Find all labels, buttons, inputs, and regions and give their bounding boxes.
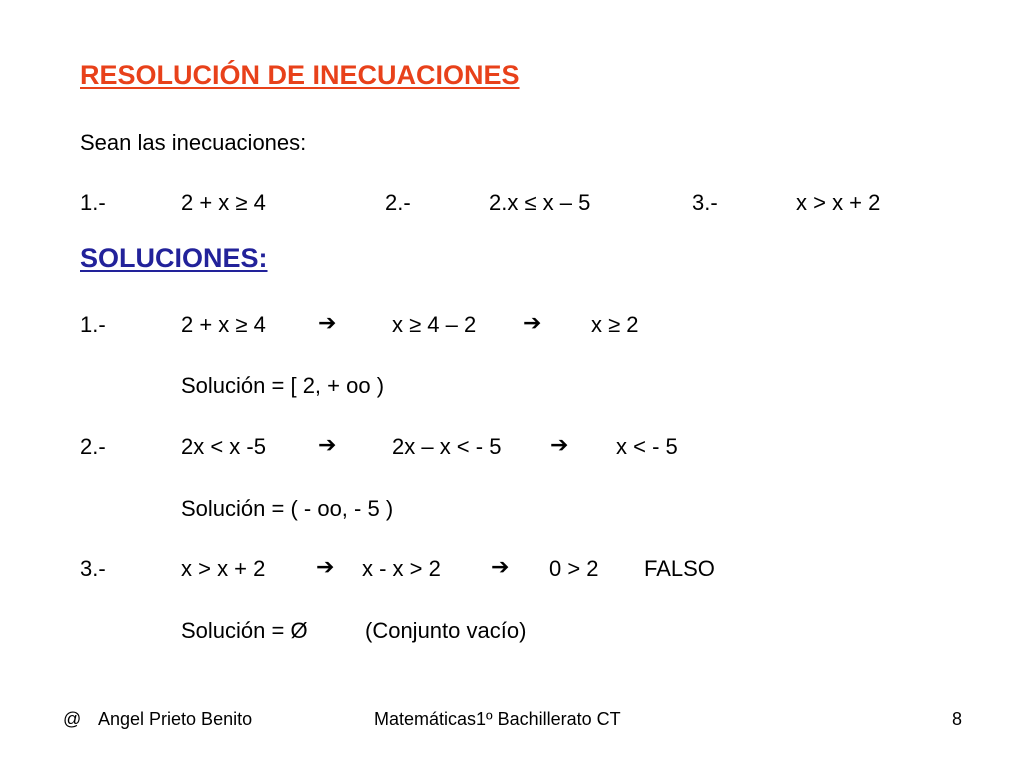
solution-3-number: 3.- [80,556,106,581]
ineq-1-expression: 2 + x ≥ 4 [181,190,266,215]
ineq-2-expression: 2.x ≤ x – 5 [489,190,591,215]
solutions-heading: SOLUCIONES: [80,243,268,273]
solution-1-step-3: x ≥ 2 [591,312,639,337]
solution-3-step-1: x > x + 2 [181,556,266,581]
solution-2-step-3: x < - 5 [616,434,678,459]
solution-3-note: (Conjunto vacío) [365,618,527,643]
ineq-2-number: 2.- [385,190,411,215]
solution-1-step-2: x ≥ 4 – 2 [392,312,477,337]
solution-1-number: 1.- [80,312,106,337]
solution-3-step-3: 0 > 2 [549,556,599,581]
arrow-icon: ➔ [316,554,335,579]
solution-2-step-1: 2x < x -5 [181,434,266,459]
arrow-icon: ➔ [318,432,337,457]
ineq-3-expression: x > x + 2 [796,190,881,215]
solution-3-verdict: FALSO [644,556,715,581]
intro-text: Sean las inecuaciones: [80,130,307,155]
solution-1-result: Solución = [ 2, + oo ) [181,373,385,398]
solution-2-step-2: 2x – x < - 5 [392,434,502,459]
solution-2-result: Solución = ( - oo, - 5 ) [181,496,394,521]
arrow-icon: ➔ [318,310,337,335]
ineq-1-number: 1.- [80,190,106,215]
solution-3-result: Solución = Ø [181,618,308,643]
arrow-icon: ➔ [523,310,542,335]
ineq-3-number: 3.- [692,190,718,215]
solution-3-step-2: x - x > 2 [362,556,441,581]
footer-author: Angel Prieto Benito [98,709,253,729]
slide-title: RESOLUCIÓN DE INECUACIONES [80,60,520,90]
arrow-icon: ➔ [550,432,569,457]
solution-2-number: 2.- [80,434,106,459]
footer-course: Matemáticas1º Bachillerato CT [374,709,621,729]
solution-1-step-1: 2 + x ≥ 4 [181,312,266,337]
arrow-icon: ➔ [491,554,510,579]
footer-page-number: 8 [952,709,963,729]
footer-symbol: @ [63,709,82,729]
